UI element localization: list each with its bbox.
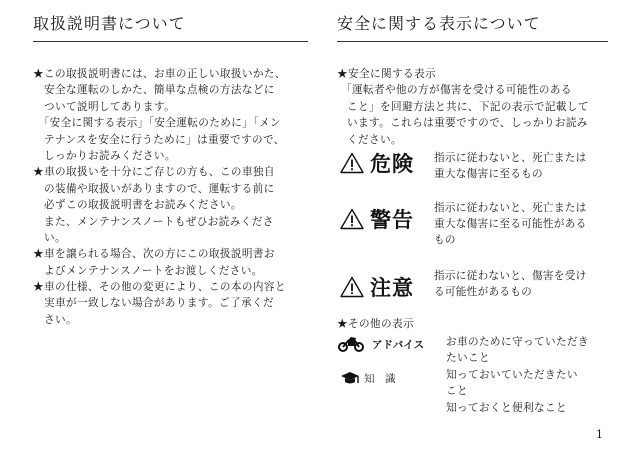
desc-line: たいこと: [446, 352, 490, 365]
body-line: 必ずこの取扱説明書をお読みください。: [33, 199, 242, 212]
right-heading-rule: [337, 41, 608, 42]
warning-triangle-icon: [340, 208, 364, 230]
desc-line: お車のために守っていただき: [446, 336, 589, 348]
signal-danger-desc: [434, 150, 587, 182]
body-line: さい。: [33, 313, 77, 326]
signal-word: 危険: [370, 152, 414, 176]
other-heading: ★その他の表示: [337, 318, 414, 330]
body-line: 実車が一致しない場合があります。ご了承くだ: [33, 297, 275, 310]
body-line: ついて説明してあります。: [33, 100, 176, 113]
warning-triangle-icon: [340, 276, 364, 298]
other-knowledge: [340, 370, 396, 386]
advice-desc: [446, 334, 589, 367]
body-line: しっかりお読みください。: [33, 149, 176, 162]
desc-line: る可能性があるもの: [434, 286, 533, 298]
desc-line: 重大な傷害に至る可能性がある: [434, 218, 587, 230]
body-line: ★車の仕様、その他の変更により、この本の内容と: [33, 281, 286, 294]
body-line: 「安全に関する表示」「安全運転のために」「メン: [33, 117, 281, 130]
body-line: ★車を譲られる場合、次の方にこの取扱説明書お: [33, 248, 275, 261]
desc-line: もの: [434, 234, 456, 246]
body-line: また、メンテナンスノートもぜひお読みくださ: [33, 215, 274, 228]
desc-line: 指示に従わないと、死亡または: [434, 202, 587, 214]
desc-line: 指示に従わないと、死亡または: [434, 152, 587, 164]
intro-line: ください。: [347, 133, 402, 146]
intro-line: います。これらは重要ですので、しっかりお読み: [347, 117, 588, 130]
warning-triangle-icon: [340, 152, 364, 174]
right-intro: [337, 66, 589, 148]
desc-line: 知っておいていただきたい: [446, 369, 578, 381]
left-body: [33, 66, 286, 328]
signal-danger: [340, 148, 414, 178]
desc-line: 指示に従わないと、傷害を受け: [434, 270, 587, 282]
body-line: 安全な運転のしかた、簡単な点検の方法などに: [33, 84, 275, 97]
knowledge-desc: [446, 367, 578, 416]
advice-label: アドバイス: [372, 338, 425, 351]
signal-word: 注意: [370, 276, 414, 300]
body-line: ★車の取扱いを十分にご存じの方も、この車独自: [33, 166, 275, 179]
desc-line: 知っておくと便利なこと: [446, 401, 567, 414]
left-heading: 取扱説明書について: [33, 14, 186, 33]
knowledge-label: 知 識: [364, 372, 396, 385]
signal-word: 警告: [370, 208, 414, 232]
body-line: テナンスを安全に行うために」は重要ですので、: [33, 133, 285, 146]
motorcycle-icon: [338, 336, 364, 352]
page-number: 1: [596, 428, 603, 441]
body-line: よびメンテナンスノートをお渡しください。: [33, 264, 263, 277]
desc-line: 重大な傷害に至るもの: [434, 168, 543, 180]
desc-line: こと: [446, 385, 468, 398]
graduation-cap-icon: [340, 370, 360, 386]
body-line: の装備や取扱いがありますので、運転する前に: [33, 182, 275, 195]
intro-line: こと」を回避方法と共に、下記の表示で記載して: [347, 100, 589, 113]
signal-caution-desc: [434, 268, 587, 300]
intro-line: ★安全に関する表示: [337, 68, 436, 80]
left-heading-rule: [33, 41, 308, 42]
signal-caution: [340, 272, 414, 302]
body-line: ★この取扱説明書には、お車の正しい取扱いかた、: [33, 68, 286, 80]
signal-warning-desc: [434, 200, 587, 248]
other-advice: [338, 336, 424, 352]
signal-warning: [340, 204, 414, 234]
right-heading: 安全に関する表示について: [337, 14, 541, 33]
intro-line: 「運転者や他の方が傷害を受ける可能性のある: [341, 84, 572, 97]
body-line: い。: [33, 231, 66, 244]
